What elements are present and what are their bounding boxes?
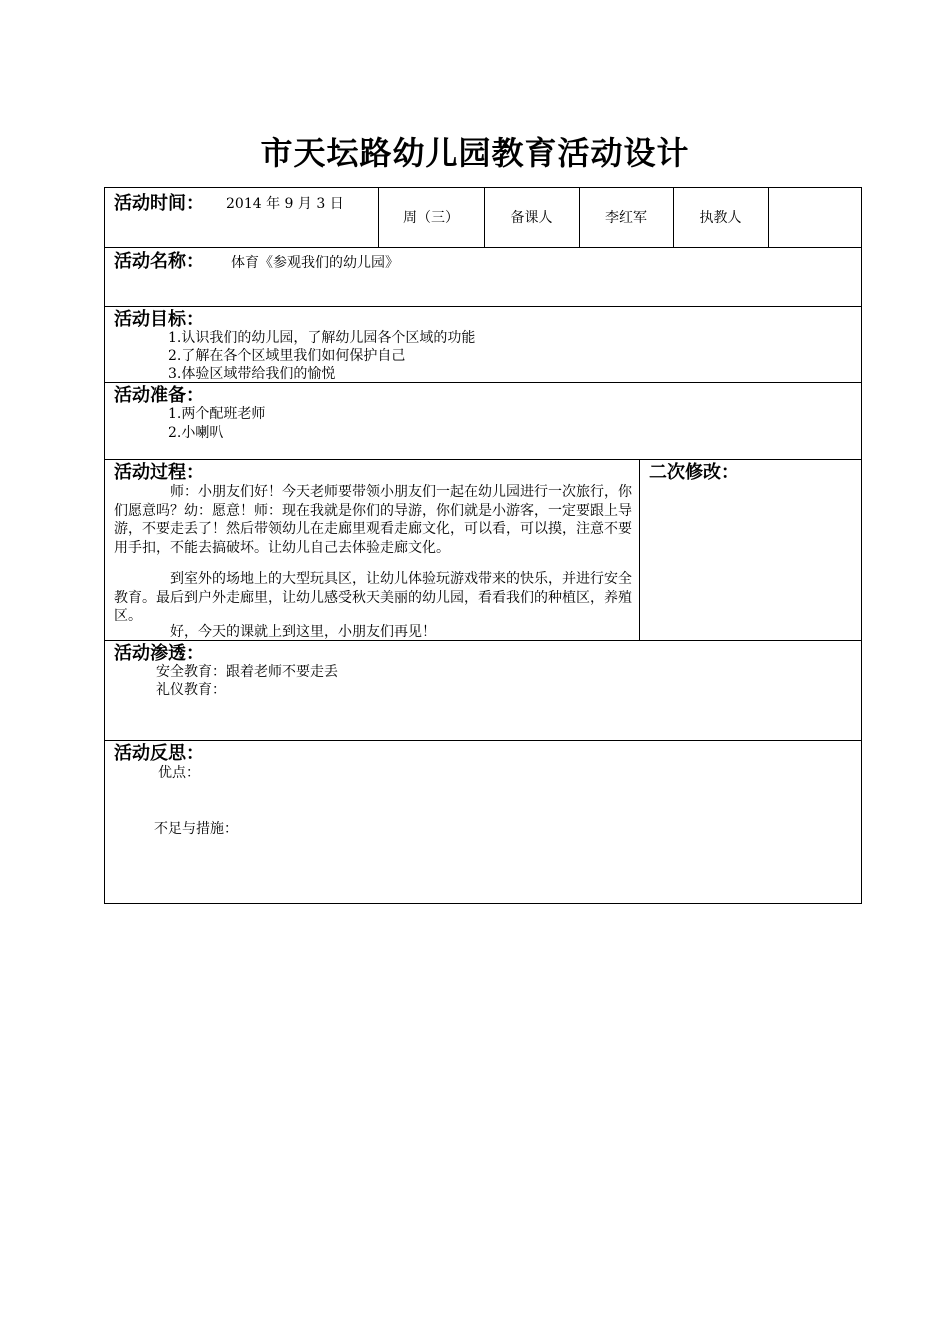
teacher-label: 执教人 xyxy=(699,210,742,226)
activity-name-label: 活动名称： xyxy=(114,251,204,272)
preparer-name: 李红军 xyxy=(605,210,647,226)
goal-item: 3.体验区域带给我们的愉悦 xyxy=(168,366,336,382)
row-divider xyxy=(105,306,861,307)
weekday-cell: 周（三） xyxy=(403,210,459,226)
activity-infiltration-label: 活动渗透： xyxy=(114,643,204,664)
activity-design-table xyxy=(104,187,862,904)
activity-reflection-label: 活动反思： xyxy=(114,743,204,764)
row-divider xyxy=(105,459,861,460)
row-divider xyxy=(105,740,861,741)
activity-prep-label: 活动准备： xyxy=(114,385,204,406)
shortcomings-label: 不足与措施： xyxy=(154,821,238,837)
infiltration-item: 安全教育：跟着老师不要走丢 xyxy=(156,664,338,680)
activity-time-label: 活动时间： xyxy=(114,193,204,214)
process-paragraph: 到室外的场地上的大型玩具区，让幼儿体验玩游戏带来的快乐，并进行安全教育。最后到户外走廊里，让幼儿感受秋天美丽的幼儿园，看看我们的种植区，养殖区。 xyxy=(114,571,632,625)
preparer-label: 备课人 xyxy=(510,210,553,226)
goal-item: 1.认识我们的幼儿园，了解幼儿园各个区域的功能 xyxy=(168,330,476,346)
infiltration-item: 礼仪教育： xyxy=(156,682,226,698)
row-divider xyxy=(105,247,861,248)
activity-name-value: 体育《参观我们的幼儿园》 xyxy=(231,255,399,271)
prep-item: 2.小喇叭 xyxy=(168,425,224,441)
cell-divider xyxy=(768,188,769,247)
revision-label: 二次修改： xyxy=(649,462,739,483)
process-paragraph: 好，今天的课就上到这里，小朋友们再见！ xyxy=(170,624,436,640)
merits-label: 优点： xyxy=(158,765,200,781)
activity-time-value: 2014 年 9 月 3 日 xyxy=(226,196,344,212)
goal-item: 2.了解在各个区域里我们如何保护自己 xyxy=(168,348,406,364)
page-title: 市天坛路幼儿园教育活动设计 xyxy=(260,134,690,172)
cell-divider xyxy=(639,459,640,640)
prep-item: 1.两个配班老师 xyxy=(168,406,266,422)
activity-goals-label: 活动目标： xyxy=(114,309,204,330)
activity-process-label: 活动过程： xyxy=(114,462,204,483)
process-paragraph: 师：小朋友们好！今天老师要带领小朋友们一起在幼儿园进行一次旅行，你们愿意吗？幼：愿意！师：现在我就是你们的导游，你们就是小游客，一定要跟上导游，不要走丢了！然后带领幼儿在走廊里观看走廊文化，可以看，可以摸，注意不要用手扣，不能去搞破坏。让幼儿自己去体验走廊文化。 xyxy=(114,484,632,556)
